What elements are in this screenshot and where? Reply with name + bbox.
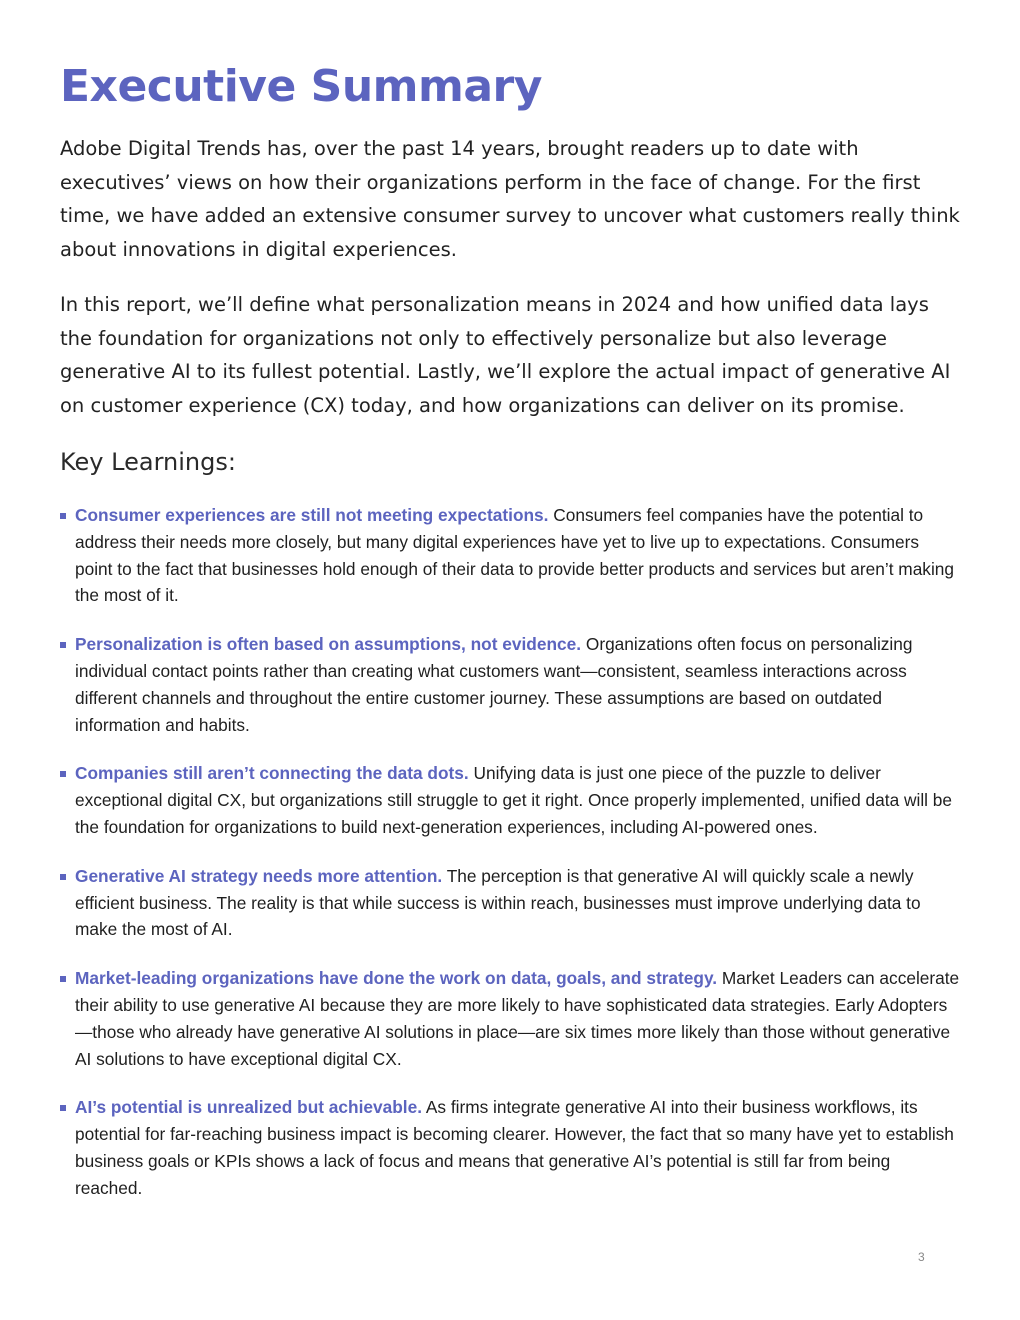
list-item [60, 863, 960, 943]
learning-text: Market Leaders can accelerate their ability to use generative AI because they are more likely to have sophisticated data strategies. Early Adopters—those who already have generative AI solutions in place—are six times more likely than those without generative AI solutions to have exceptional digital CX. [75, 968, 960, 1069]
learning-lead: Generative AI strategy needs more attention. [75, 865, 443, 886]
page-content [60, 58, 960, 1224]
page-number: 3 [918, 1250, 925, 1264]
list-item [60, 760, 960, 840]
learning-text: Organizations often focus on personalizing individual contact points rather than creating what customers want—consistent, seamless interactions across different channels and throughout the entire customer journey. These assumptions are based on outdated information and habits. [75, 634, 913, 735]
square-bullet-icon [60, 976, 66, 982]
square-bullet-icon [60, 1105, 66, 1111]
list-item [60, 1094, 960, 1201]
intro-paragraph-1: Adobe Digital Trends has, over the past 14 years, brought readers up to date with executives’ views on how their organizations perform in the face of change. For the first time, we have added an extensive consumer survey to uncover what customers really think about innovations in digital experiences. [60, 137, 960, 261]
learning-text: As firms integrate generative AI into their business workflows, its potential for far-reaching business impact is becoming clearer. However, the fact that so many have yet to establish business goals or KPIs shows a lack of focus and means that generative AI’s potential is still far from being reached. [75, 1097, 954, 1198]
learning-lead: AI’s potential is unrealized but achievable. [75, 1097, 422, 1118]
square-bullet-icon [60, 771, 66, 777]
learning-text: The perception is that generative AI will quickly scale a newly efficient business. The reality is that while success is within reach, businesses must improve underlying data to make the most of AI. [75, 865, 921, 940]
key-learnings-heading: Key Learnings: [60, 448, 236, 476]
list-item [60, 965, 960, 1072]
page-title: Executive Summary [60, 61, 542, 112]
list-item [60, 631, 960, 738]
list-item [60, 502, 960, 609]
intro-paragraph-2: In this report, we’ll define what personalization means in 2024 and how unified data lays the foundation for organizations not only to effectively personalize but also leverage generative AI to its fullest potential. Lastly, we’ll explore the actual impact of generative AI on customer experience (CX) today, and how organizations can deliver on its promise. [60, 293, 951, 417]
square-bullet-icon [60, 642, 66, 648]
learning-lead: Market-leading organizations have done the work on data, goals, and strategy. [75, 968, 718, 989]
learning-lead: Companies still aren’t connecting the data dots. [75, 763, 469, 784]
square-bullet-icon [60, 513, 66, 519]
learning-text: Unifying data is just one piece of the puzzle to deliver exceptional digital CX, but organizations still struggle to get it right. Once properly implemented, unified data will be the foundation for organizations to build next-generation experiences, including AI-powered ones. [75, 763, 953, 837]
learning-lead: Personalization is often based on assumptions, not evidence. [75, 634, 582, 655]
learning-lead: Consumer experiences are still not meeting expectations. [75, 505, 549, 525]
key-learnings-list [60, 502, 960, 1202]
square-bullet-icon [60, 874, 66, 880]
learning-text: Consumers feel companies have the potential to address their needs more closely, but many digital experiences have yet to live up to expectations. Consumers point to the fact that businesses hold enough of their data to provide better products and services but aren’t making the most of it. [75, 505, 955, 606]
